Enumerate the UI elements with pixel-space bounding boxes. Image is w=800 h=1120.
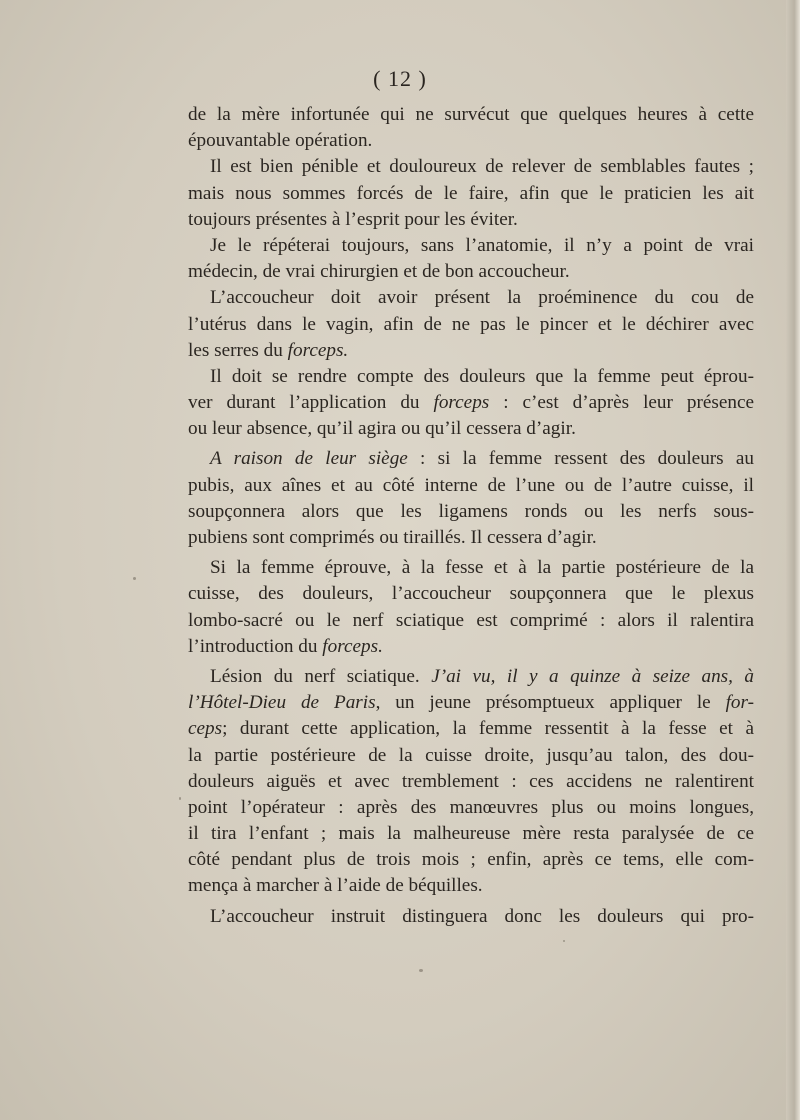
text-segment: point l’opérateur : après des manœuvres plus ou moins longues, bbox=[188, 796, 754, 818]
text-line bbox=[188, 769, 754, 795]
text-segment: épouvantable opération. bbox=[188, 130, 373, 152]
text-line bbox=[188, 873, 754, 899]
italic-text: for- bbox=[725, 692, 754, 714]
text-segment: pubiens sont comprimés ou tiraillés. Il cessera d’agir. bbox=[188, 527, 597, 548]
text-segment: mais nous sommes forcés de le faire, afin que le praticien les ait bbox=[188, 182, 754, 204]
text-segment: Il doit se rendre compte des douleurs que la femme peut éprou- bbox=[210, 365, 754, 387]
text-segment: lombo-sacré ou le nerf sciatique est comprimé : alors il ralentira bbox=[188, 609, 754, 631]
italic-text: forceps. bbox=[322, 635, 383, 657]
text-line bbox=[188, 499, 754, 525]
text-line bbox=[188, 390, 754, 416]
italic-text: forceps bbox=[433, 392, 490, 414]
text-line bbox=[188, 446, 754, 472]
text-segment: côté pendant plus de trois mois ; enfin, après ce tems, elle com- bbox=[188, 849, 754, 871]
text-line bbox=[188, 743, 754, 769]
text-line bbox=[188, 716, 754, 742]
text-segment: médecin, de vrai chirurgien et de bon accoucheur. bbox=[188, 261, 570, 283]
text-line bbox=[188, 904, 754, 930]
text-segment: l’utérus dans le vagin, afin de ne pas le pincer et le déchirer avec bbox=[188, 313, 754, 335]
text-line bbox=[188, 416, 754, 442]
text-segment: ; durant cette application, la femme ressentit à la fesse et à bbox=[222, 718, 754, 740]
text-line bbox=[188, 259, 754, 285]
text-segment: soupçonnera alors que les ligamens ronds ou les nerfs sous- bbox=[188, 500, 754, 522]
text-line bbox=[188, 473, 754, 499]
text-line bbox=[188, 664, 754, 690]
text-segment: Il est bien pénible et douloureux de relever de semblables fautes ; bbox=[210, 156, 754, 178]
text-line bbox=[188, 364, 754, 390]
text-line bbox=[188, 154, 754, 180]
text-line bbox=[188, 102, 754, 128]
text-segment: ou leur absence, qu’il agira ou qu’il cessera d’agir. bbox=[188, 418, 576, 440]
body-text bbox=[188, 102, 754, 930]
text-line bbox=[188, 525, 754, 551]
text-segment: L’accoucheur instruit distinguera donc les douleurs qui pro- bbox=[210, 905, 754, 927]
italic-text: l’Hôtel-Dieu de Paris bbox=[188, 692, 376, 714]
text-segment: , un jeune présomptueux appliquer le bbox=[375, 692, 726, 714]
text-segment: il tira l’enfant ; mais la malheureuse mère resta paralysée de ce bbox=[188, 823, 754, 845]
text-segment: l’introduction du bbox=[188, 635, 323, 657]
paper-speck bbox=[563, 940, 565, 942]
text-segment: Lésion du nerf sciatique. bbox=[210, 665, 432, 687]
text-segment: : si la femme ressent des douleurs au bbox=[407, 448, 754, 470]
text-segment: Je le répéterai toujours, sans l’anatomie, il n’y a point de vrai bbox=[210, 234, 754, 256]
text-line bbox=[188, 634, 754, 660]
text-segment: cuisse, des douleurs, l’accoucheur soupçonnera que le plexus bbox=[188, 583, 754, 605]
text-segment: la partie postérieure de la cuisse droite, jusqu’au talon, des dou- bbox=[188, 744, 754, 766]
page-edge bbox=[786, 0, 800, 1120]
text-segment: toujours présentes à l’esprit pour les éviter. bbox=[188, 208, 518, 230]
text-segment: ver durant l’application du bbox=[188, 392, 434, 414]
italic-text: ceps bbox=[188, 718, 223, 740]
text-line bbox=[188, 821, 754, 847]
paper-speck bbox=[179, 797, 181, 800]
text-segment: Si la femme éprouve, à la fesse et à la partie postérieure de la bbox=[210, 557, 754, 579]
text-line bbox=[188, 285, 754, 311]
text-segment: de la mère infortunée qui ne survécut que quelques heures à cette bbox=[188, 104, 754, 125]
page-number: ( 12 ) bbox=[373, 66, 427, 91]
text-line bbox=[188, 690, 754, 716]
italic-text: A raison de leur siège bbox=[210, 448, 408, 470]
text-segment: les serres du bbox=[188, 339, 288, 361]
text-line bbox=[188, 581, 754, 607]
text-line bbox=[188, 555, 754, 581]
text-line bbox=[188, 233, 754, 259]
text-line bbox=[188, 847, 754, 873]
text-line bbox=[188, 128, 754, 154]
text-segment: mença à marcher à l’aide de béquilles. bbox=[188, 875, 483, 897]
text-segment: L’accoucheur doit avoir présent la proéminence du cou de bbox=[210, 287, 754, 309]
italic-text: forceps. bbox=[287, 339, 349, 361]
text-line bbox=[188, 795, 754, 821]
italic-text: J’ai vu, il y a quinze à seize ans, à bbox=[431, 665, 754, 687]
text-line bbox=[188, 181, 754, 207]
paper-speck bbox=[133, 577, 136, 580]
text-line bbox=[188, 608, 754, 634]
text-segment: : c’est d’après leur présence bbox=[489, 392, 754, 414]
paper-speck bbox=[419, 969, 423, 972]
text-line bbox=[188, 207, 754, 233]
text-segment: douleurs aiguës et avec tremblement : ces accidens ne ralentirent bbox=[188, 770, 754, 792]
text-segment: pubis, aux aînes et au côté interne de l’une ou de l’autre cuisse, il bbox=[188, 474, 754, 496]
text-line bbox=[188, 312, 754, 338]
text-line bbox=[188, 338, 754, 364]
